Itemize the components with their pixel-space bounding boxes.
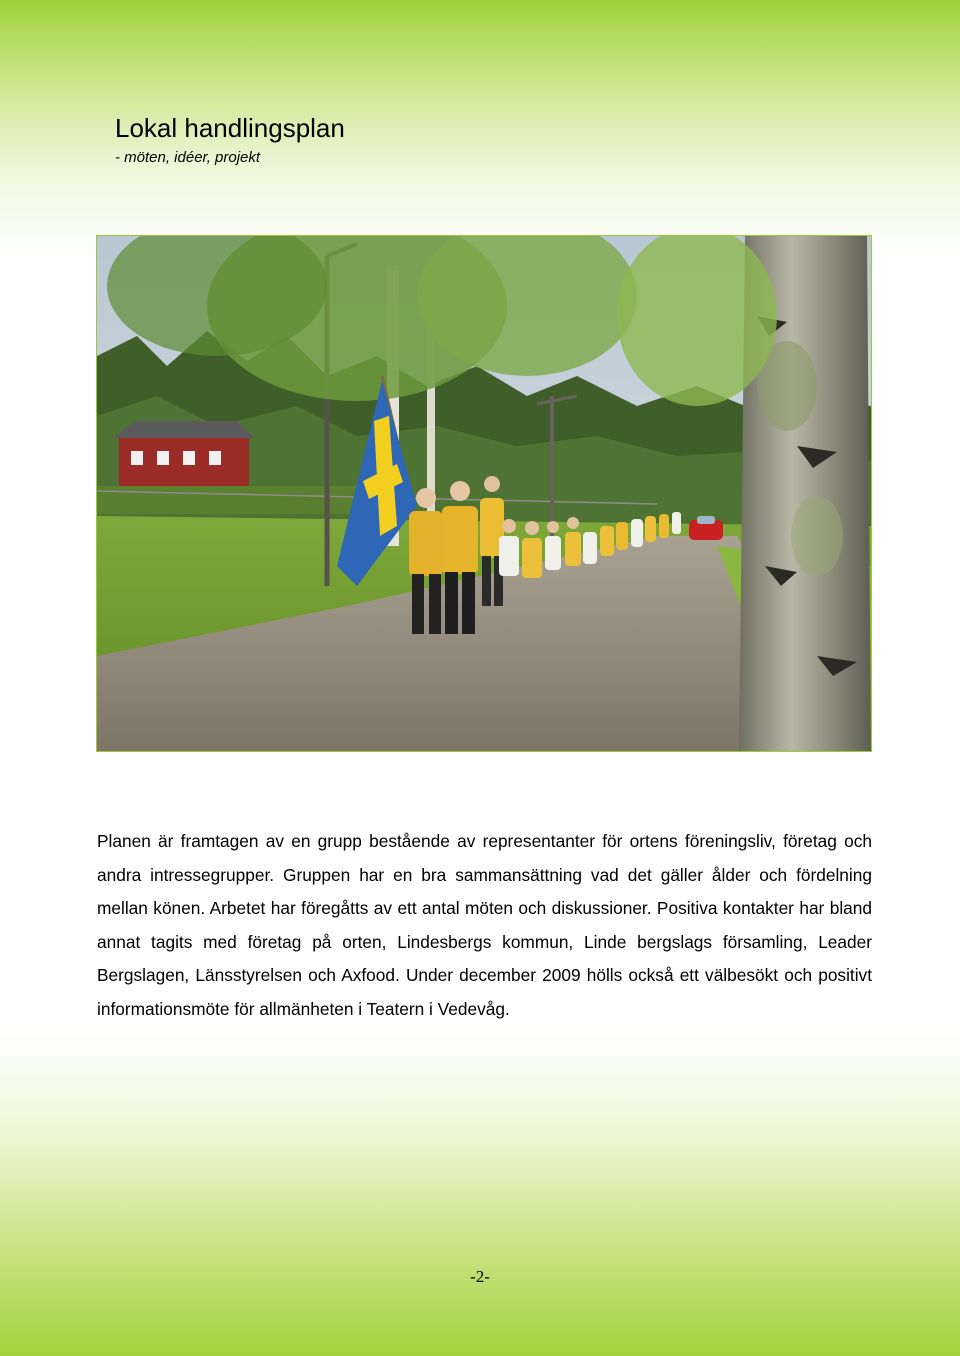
page-number: -2- — [470, 1267, 490, 1286]
body-paragraph: Planen är framtagen av en grupp bestående av representanter för ortens föreningsliv, företag och andra intressegrupper. Gruppen har en bra sammansättning vad det gäller ålder och fördelning mellan könen. Arbetet har föregåtts av ett antal möten och diskussioner. Positiva kontakter har bland annat tagits med företag på orten, Lindesbergs kommun, Linde bergslags församling, Leader Bergslagen, Länsstyrelsen och Axfood. Under december 2009 hölls också ett välbesökt och positivt informationsmöte för allmänheten i Teatern i Vedevåg. — [97, 831, 872, 1019]
procession-photo — [96, 235, 872, 752]
page-subtitle: - möten, idéer, projekt — [115, 149, 261, 166]
page-title: Lokal handlingsplan — [115, 113, 345, 143]
